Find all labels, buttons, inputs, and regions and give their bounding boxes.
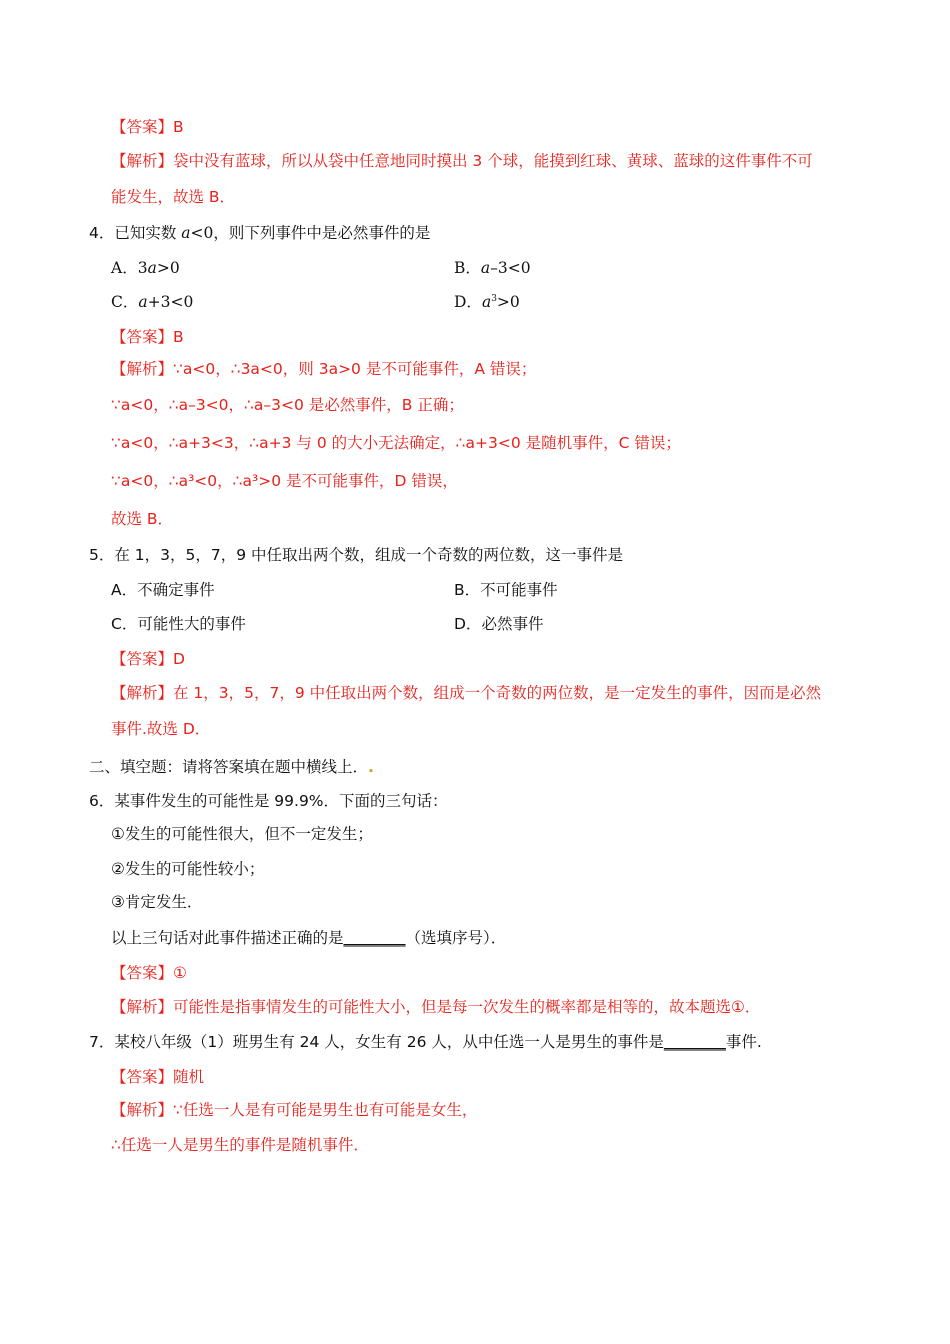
q6-question: 以上三句话对此事件描述正确的是________（选填序号）．: [111, 929, 507, 947]
q3-analysis-line2: 能发生，故选 B．: [111, 188, 236, 206]
q4-option-b: B．a–3<0: [454, 259, 531, 277]
q5-option-c: C．可能性大的事件: [111, 615, 246, 633]
q6-statement-3: ③肯定发生．: [111, 893, 203, 911]
q4-analysis-line2: ∵a<0，∴a–3<0，∴a–3<0 是必然事件，B 正确；: [111, 396, 464, 414]
q4-analysis-line3: ∵a<0，∴a+3<3，∴a+3 与 0 的大小无法确定，∴a+3<0 是随机事件，C 错误；: [111, 434, 681, 452]
q4-answer: 【答案】B: [111, 328, 184, 346]
q5-option-b: B．不可能事件: [454, 581, 558, 599]
q5-answer: 【答案】D: [111, 650, 185, 668]
q4-stem: [89, 222, 430, 244]
q4-option-d: D．$a^3>0$: [454, 293, 520, 311]
section-2-heading: 二、填空题：请将答案填在题中横线上．.: [89, 758, 374, 776]
q4-option-a: A．3a>0: [111, 259, 180, 277]
q3-answer: 【答案】B: [111, 118, 184, 136]
q4-analysis-line5: 故选 B．: [111, 510, 174, 528]
q7-fill-blank: ________: [663, 1033, 726, 1051]
q4-option-c: C．a+3<0: [111, 293, 194, 311]
q5-analysis-line2: 事件.故选 D．: [111, 720, 211, 738]
q5-stem: 5．在 1，3，5，7，9 中任取出两个数，组成一个奇数的两位数，这一事件是: [89, 546, 624, 564]
q4-analysis-line4: ∵a<0，∴a³<0，∴a³>0 是不可能事件，D 错误，: [111, 472, 458, 490]
q5-option-d: D．必然事件: [454, 615, 544, 633]
q4-stem-prefix: 4．已知实数: [89, 224, 182, 242]
q6-stem: 6．某事件发生的可能性是 99.9%．下面的三句话：: [89, 792, 448, 810]
q6-answer: 【答案】①: [111, 964, 187, 982]
q5-analysis-line1: 【解析】在 1，3，5，7，9 中任取出两个数，组成一个奇数的两位数，是一定发生的事件，因而是必然: [111, 684, 822, 702]
q7-analysis-line2: ∴任选一人是男生的事件是随机事件．: [111, 1136, 369, 1154]
q7-analysis-line1: 【解析】∵任选一人是有可能是男生也有可能是女生，: [111, 1101, 478, 1119]
q7-answer: 【答案】随机: [111, 1068, 205, 1086]
section-2-mark: .: [368, 758, 374, 776]
q6-statement-2: ②发生的可能性较小；: [111, 860, 265, 878]
q6-fill-blank: ________: [343, 929, 406, 947]
q3-analysis-line1: 【解析】袋中没有蓝球，所以从袋中任意地同时摸出 3 个球，能摸到红球、黄球、蓝球的这件事件不可: [111, 152, 813, 170]
q4-analysis-line1: 【解析】∵a<0，∴3a<0，则 3a>0 是不可能事件，A 错误；: [111, 360, 537, 378]
q4-stem-suffix: <0，则下列事件中是必然事件的是: [190, 224, 431, 242]
q6-analysis: 【解析】可能性是指事情发生的可能性大小，但是每一次发生的概率都是相等的，故本题选①．: [111, 998, 761, 1016]
q7-stem: 7．某校八年级（1）班男生有 24 人，女生有 26 人，从中任选一人是男生的事件是________事件.: [89, 1033, 762, 1051]
q4-stem-var: a: [181, 224, 191, 242]
q5-option-a: A．不确定事件: [111, 581, 215, 599]
q6-statement-1: ①发生的可能性很大，但不一定发生；: [111, 825, 373, 843]
